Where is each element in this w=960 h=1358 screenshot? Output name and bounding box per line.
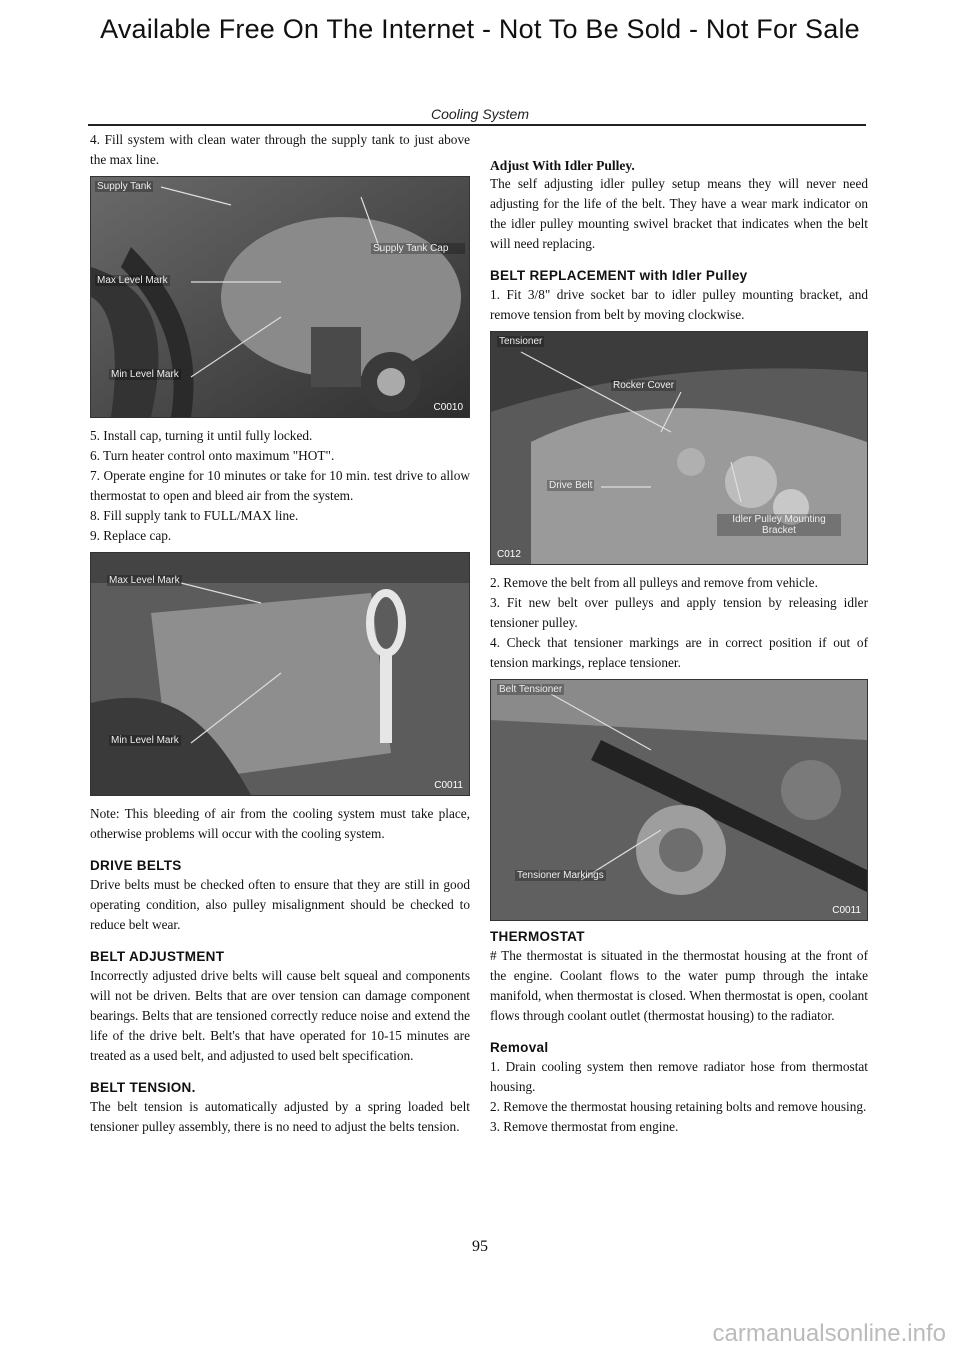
label-drive-belt: Drive Belt bbox=[549, 480, 593, 491]
label-rocker-cover: Rocker Cover bbox=[613, 380, 675, 391]
heading-belt-adjustment: BELT ADJUSTMENT bbox=[90, 949, 225, 964]
thermostat-text: # The thermostat is situated in the thermostat housing at the front of the engine. Coolant flows to the water pump through the intake manifold, when thermostat is closed. When thermostat is open, coolant flows through coolant outlet (thermostat housing) to the radiator. bbox=[490, 948, 868, 1023]
heading-thermostat: THERMOSTAT bbox=[490, 929, 585, 944]
availability-banner: Available Free On The Internet - Not To Be Sold - Not For Sale bbox=[100, 14, 860, 44]
belt-replacement-step-4: 4. Check that tensioner markings are in correct position if out of tension markings, replace tensioner. bbox=[490, 635, 868, 670]
belt-replacement-step-2: 2. Remove the belt from all pulleys and remove from vehicle. bbox=[490, 575, 818, 590]
photo-supply-tank bbox=[90, 176, 470, 418]
belt-tension-text: The belt tension is automatically adjusted by a spring loaded belt tensioner pulley assembly, there is no need to adjust the belts tension. bbox=[90, 1099, 470, 1134]
step-8: 8. Fill supply tank to FULL/MAX line. bbox=[90, 508, 299, 523]
photo-code: C0010 bbox=[433, 402, 463, 413]
step-9: 9. Replace cap. bbox=[90, 528, 172, 543]
label-tensioner-markings: Tensioner Markings bbox=[517, 870, 604, 881]
label-max-level-mark: Max Level Mark bbox=[109, 575, 180, 586]
footer-watermark-link[interactable]: carmanualsonline.info bbox=[712, 1320, 946, 1347]
label-min-level-mark: Min Level Mark bbox=[111, 369, 179, 380]
photo-code: C012 bbox=[497, 549, 521, 560]
left-column bbox=[90, 130, 470, 1137]
photo-tensioner-markings-art bbox=[491, 680, 867, 920]
photo-tensioner-markings bbox=[490, 679, 868, 921]
section-title: Cooling System bbox=[430, 106, 530, 122]
photo-belt-replacement bbox=[490, 331, 868, 565]
label-idler-bracket: Idler Pulley Mounting Bracket bbox=[717, 514, 841, 536]
label-belt-tensioner: Belt Tensioner bbox=[499, 684, 563, 695]
label-supply-tank-cap: Supply Tank Cap bbox=[371, 243, 465, 254]
idler-pulley-text: The self adjusting idler pulley setup means they will never need adjusting for the life of the belt. They have a wear mark indicator on the idler pulley mounting swivel bracket that indicates when the belt will need replacing. bbox=[490, 176, 868, 251]
heading-belt-replacement: BELT REPLACEMENT with Idler Pulley bbox=[490, 268, 748, 283]
fill-step: 4. Fill system with clean water through the supply tank to just above the max line. bbox=[90, 132, 470, 167]
removal-step-1: 1. Drain cooling system then remove radiator hose from thermostat housing. bbox=[490, 1059, 868, 1094]
page-number: 95 bbox=[472, 1238, 488, 1255]
photo-level-marks bbox=[90, 552, 470, 796]
belt-adjustment-text: Incorrectly adjusted drive belts will cause belt squeal and components will not be driven. Belts that are over tension can damage component bearings. Belts that are tensioned correctly reduce noise and extend the life of the drive belt. Belt's that have operated for 10-15 minutes are treated as a used belt, and adjusted to used belt specification. bbox=[90, 968, 470, 1063]
label-min-level-mark: Min Level Mark bbox=[111, 735, 179, 746]
header-rule bbox=[88, 124, 866, 126]
step-7: 7. Operate engine for 10 minutes or take for 10 min. test drive to allow thermostat to open and bleed air from the system. bbox=[90, 468, 470, 503]
heading-idler-pulley: Adjust With Idler Pulley. bbox=[490, 158, 635, 173]
label-max-level-mark: Max Level Mark bbox=[97, 275, 168, 286]
photo-code: C0011 bbox=[434, 780, 463, 791]
heading-belt-tension: BELT TENSION. bbox=[90, 1080, 196, 1095]
removal-step-3: 3. Remove thermostat from engine. bbox=[490, 1119, 679, 1134]
label-tensioner: Tensioner bbox=[499, 336, 543, 347]
heading-removal: Removal bbox=[490, 1040, 549, 1055]
photo-supply-tank-art bbox=[91, 177, 469, 417]
label-supply-tank: Supply Tank bbox=[97, 181, 152, 192]
removal-step-2: 2. Remove the thermostat housing retaining bolts and remove housing. bbox=[490, 1099, 867, 1114]
photo-level-marks-art bbox=[91, 553, 469, 795]
right-column bbox=[490, 158, 868, 1137]
drive-belts-text: Drive belts must be checked often to ensure that they are still in good operating condition, also pulley misalignment should be checked to reduce belt wear. bbox=[90, 877, 470, 932]
belt-replacement-step-3: 3. Fit new belt over pulleys and apply tension by releasing idler tensioner pulley. bbox=[490, 595, 868, 630]
step-5: 5. Install cap, turning it until fully locked. bbox=[90, 428, 313, 443]
bleeding-note: Note: This bleeding of air from the cooling system must take place, otherwise problems will occur with the cooling system. bbox=[90, 806, 470, 841]
heading-drive-belts: DRIVE BELTS bbox=[90, 858, 182, 873]
photo-code: C0011 bbox=[832, 905, 861, 916]
belt-replacement-step-1: 1. Fit 3/8" drive socket bar to idler pulley mounting bracket, and remove tension from belt by moving clockwise. bbox=[490, 287, 868, 322]
step-6: 6. Turn heater control onto maximum "HOT". bbox=[90, 448, 335, 463]
